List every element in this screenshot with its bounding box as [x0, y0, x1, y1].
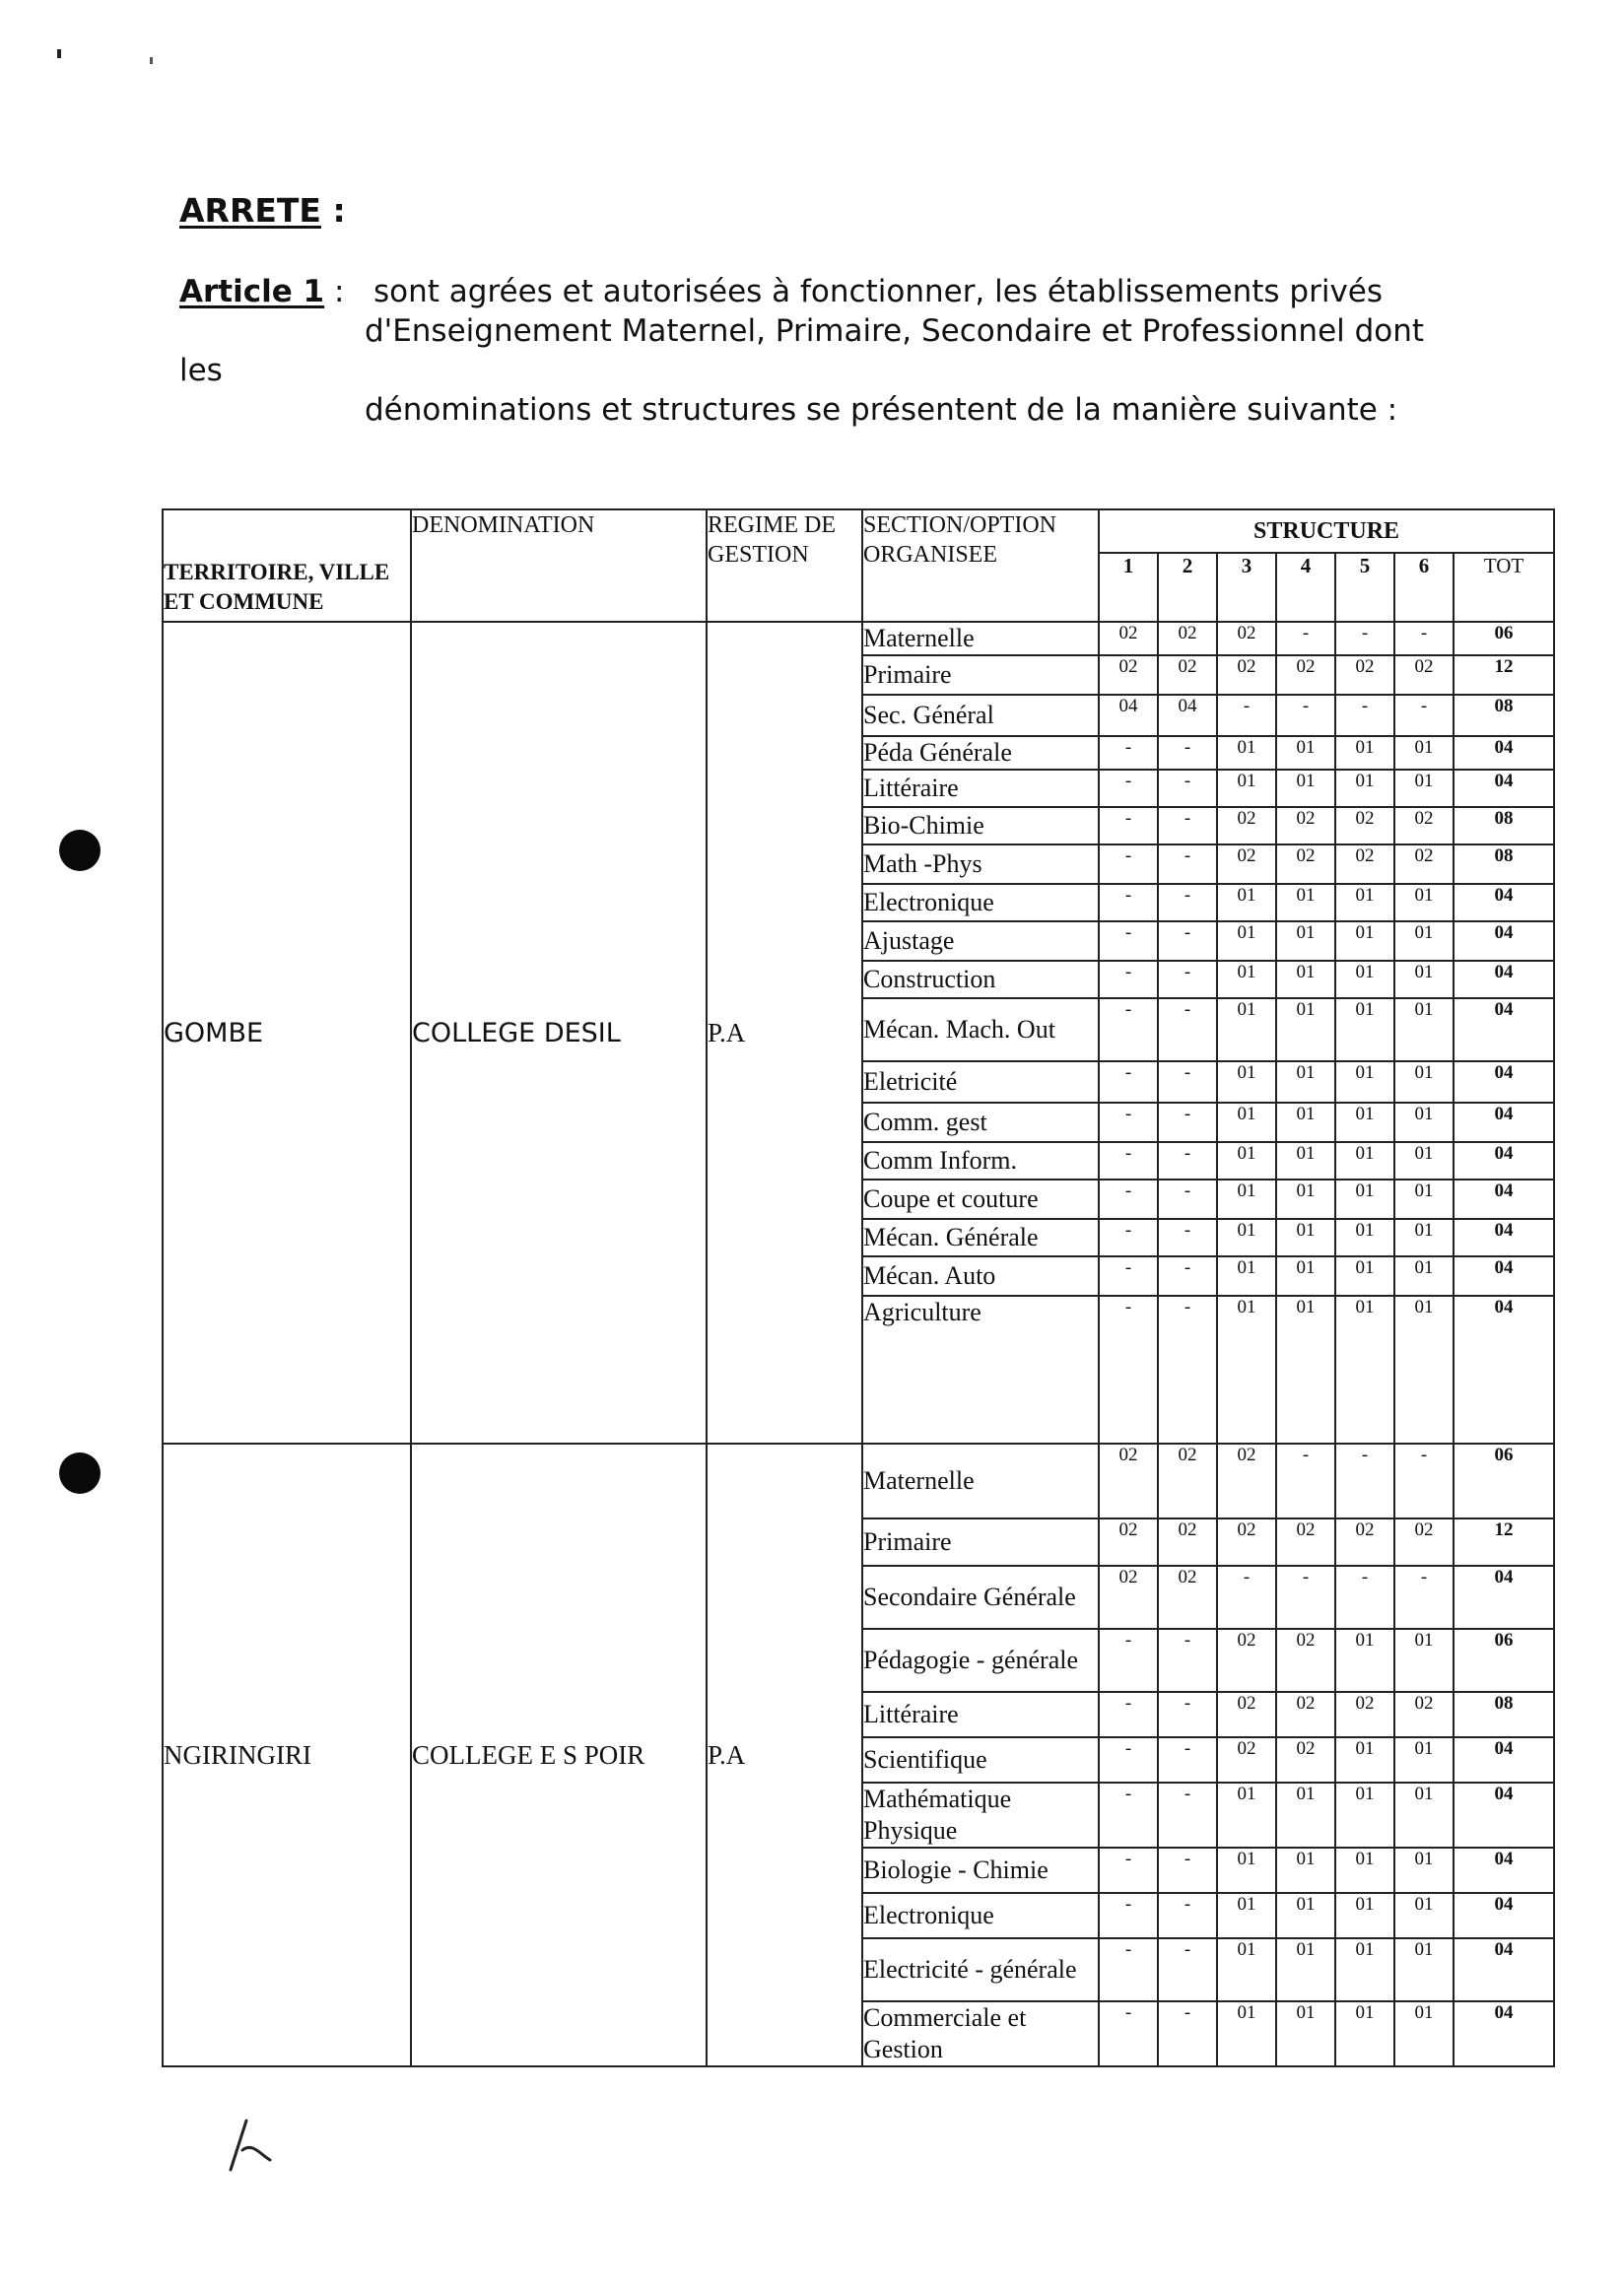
structure-value-cell: 02	[1158, 622, 1217, 655]
structure-value-cell: 02	[1276, 807, 1335, 844]
section-cell: Electronique	[862, 884, 1099, 921]
structure-value-cell: 01	[1394, 1893, 1454, 1938]
structure-value-cell: 02	[1217, 1518, 1276, 1566]
structure-value-cell: 01	[1394, 1142, 1454, 1180]
structure-value-cell: 01	[1394, 1737, 1454, 1783]
structure-value-cell: 01	[1335, 1783, 1394, 1848]
total-cell: 04	[1454, 1219, 1554, 1256]
structure-value-cell: 02	[1099, 1444, 1158, 1518]
structure-value-cell: 01	[1276, 770, 1335, 807]
structure-value-cell: -	[1099, 1893, 1158, 1938]
header-structure: STRUCTURE	[1099, 509, 1554, 553]
punch-hole	[59, 830, 101, 871]
header-section: SECTION/OPTION ORGANISEE	[862, 509, 1099, 622]
structure-value-cell: 01	[1217, 1219, 1276, 1256]
structure-value-cell: 01	[1276, 1848, 1335, 1893]
section-cell: Agriculture	[862, 1296, 1099, 1444]
total-cell: 04	[1454, 1737, 1554, 1783]
structure-value-cell: 01	[1394, 1219, 1454, 1256]
structure-value-cell: 02	[1276, 1692, 1335, 1737]
structure-value-cell: -	[1099, 736, 1158, 770]
structure-value-cell: 01	[1276, 736, 1335, 770]
structure-value-cell: -	[1158, 1893, 1217, 1938]
header-col-6: 6	[1394, 553, 1454, 622]
structure-value-cell: 01	[1276, 1296, 1335, 1444]
structure-value-cell: 01	[1394, 770, 1454, 807]
total-cell: 08	[1454, 844, 1554, 884]
structure-value-cell: 01	[1217, 884, 1276, 921]
structure-value-cell: 02	[1099, 622, 1158, 655]
structure-value-cell: 02	[1335, 1692, 1394, 1737]
structure-value-cell: 01	[1394, 1103, 1454, 1142]
structure-value-cell: -	[1099, 1219, 1158, 1256]
section-cell: Comm Inform.	[862, 1142, 1099, 1180]
structure-value-cell: 04	[1099, 695, 1158, 736]
structure-value-cell: 01	[1394, 1938, 1454, 2001]
total-cell: 06	[1454, 1629, 1554, 1692]
structure-value-cell: 01	[1217, 1893, 1276, 1938]
structure-value-cell: -	[1099, 1296, 1158, 1444]
total-cell: 04	[1454, 1061, 1554, 1103]
total-cell: 04	[1454, 1848, 1554, 1893]
structure-value-cell: -	[1158, 1103, 1217, 1142]
structure-value-cell: -	[1335, 695, 1394, 736]
structure-value-cell: 02	[1394, 844, 1454, 884]
structure-value-cell: 02	[1335, 807, 1394, 844]
section-cell: Pédagogie - générale	[862, 1629, 1099, 1692]
denomination-cell: COLLEGE E S POIR	[411, 1444, 707, 2066]
structure-value-cell: 01	[1335, 1219, 1394, 1256]
structure-value-cell: -	[1335, 1566, 1394, 1629]
structure-value-cell: 01	[1335, 921, 1394, 961]
structure-value-cell: -	[1158, 998, 1217, 1061]
total-cell: 04	[1454, 1142, 1554, 1180]
structure-value-cell: -	[1099, 1256, 1158, 1296]
arrete-heading-text: ARRETE	[179, 191, 321, 230]
structure-value-cell: 01	[1276, 1061, 1335, 1103]
structure-value-cell: 02	[1217, 655, 1276, 695]
structure-value-cell: 01	[1335, 736, 1394, 770]
section-cell: Electronique	[862, 1893, 1099, 1938]
structure-value-cell: 01	[1335, 1061, 1394, 1103]
header-col-1: 1	[1099, 553, 1158, 622]
structure-value-cell: -	[1158, 961, 1217, 998]
table-row	[163, 1444, 1554, 1518]
structure-value-cell: 01	[1335, 961, 1394, 998]
signature-mark	[223, 2115, 282, 2174]
section-cell: Maternelle	[862, 622, 1099, 655]
structure-value-cell: 02	[1335, 655, 1394, 695]
structure-value-cell: 01	[1217, 921, 1276, 961]
structure-table	[162, 508, 1555, 2067]
structure-value-cell: 02	[1394, 1692, 1454, 1737]
structure-value-cell: 01	[1394, 1061, 1454, 1103]
territoire-cell: NGIRINGIRI	[163, 1444, 411, 2066]
article-line-4: dénominations et structures se présentent de la manière suivante :	[365, 392, 1398, 428]
section-cell: Ajustage	[862, 921, 1099, 961]
section-cell: Péda Générale	[862, 736, 1099, 770]
section-cell: Sec. Général	[862, 695, 1099, 736]
structure-value-cell: 01	[1217, 1180, 1276, 1219]
structure-value-cell: -	[1158, 1061, 1217, 1103]
structure-value-cell: 01	[1217, 1938, 1276, 2001]
structure-value-cell: -	[1276, 695, 1335, 736]
structure-value-cell: 02	[1099, 1566, 1158, 1629]
section-cell: Mécan. Auto	[862, 1256, 1099, 1296]
structure-value-cell: 01	[1394, 998, 1454, 1061]
punch-hole	[59, 1452, 101, 1494]
structure-value-cell: 02	[1099, 1518, 1158, 1566]
header-regime: REGIME DE GESTION	[707, 509, 862, 622]
denomination-cell: COLLEGE DESIL	[411, 622, 707, 1444]
structure-value-cell: -	[1158, 770, 1217, 807]
territoire-cell: GOMBE	[163, 622, 411, 1444]
total-cell: 04	[1454, 1103, 1554, 1142]
structure-value-cell: 01	[1335, 884, 1394, 921]
structure-value-cell: -	[1099, 2001, 1158, 2066]
structure-value-cell: 01	[1276, 998, 1335, 1061]
structure-value-cell: -	[1158, 1219, 1217, 1256]
structure-value-cell: -	[1158, 1180, 1217, 1219]
structure-value-cell: 01	[1394, 961, 1454, 998]
structure-value-cell: 01	[1335, 1848, 1394, 1893]
total-cell: 08	[1454, 695, 1554, 736]
structure-value-cell: 02	[1394, 1518, 1454, 1566]
structure-value-cell: 01	[1335, 1142, 1394, 1180]
structure-value-cell: 02	[1276, 1629, 1335, 1692]
structure-value-cell: -	[1099, 1103, 1158, 1142]
structure-value-cell: 01	[1335, 1103, 1394, 1142]
structure-value-cell: -	[1099, 1737, 1158, 1783]
structure-value-cell: -	[1158, 1256, 1217, 1296]
structure-value-cell: -	[1158, 1296, 1217, 1444]
article-label: Article 1	[179, 274, 325, 309]
section-cell: Bio-Chimie	[862, 807, 1099, 844]
total-cell: 04	[1454, 961, 1554, 998]
section-cell: Mécan. Mach. Out	[862, 998, 1099, 1061]
structure-value-cell: -	[1099, 998, 1158, 1061]
structure-value-cell: -	[1276, 1444, 1335, 1518]
structure-value-cell: -	[1394, 695, 1454, 736]
header-denomination: DENOMINATION	[411, 509, 707, 622]
section-cell: Mécan. Générale	[862, 1219, 1099, 1256]
structure-value-cell: 01	[1276, 961, 1335, 998]
structure-value-cell: 01	[1335, 1938, 1394, 2001]
structure-value-cell: 01	[1394, 1629, 1454, 1692]
total-cell: 06	[1454, 622, 1554, 655]
structure-value-cell: 01	[1217, 1256, 1276, 1296]
structure-value-cell: -	[1158, 1938, 1217, 2001]
regime-cell: P.A	[707, 622, 862, 1444]
total-cell: 08	[1454, 1692, 1554, 1737]
structure-value-cell: 01	[1394, 1256, 1454, 1296]
structure-value-cell: -	[1099, 921, 1158, 961]
structure-value-cell: -	[1099, 1938, 1158, 2001]
section-cell: Construction	[862, 961, 1099, 998]
structure-value-cell: -	[1099, 1061, 1158, 1103]
structure-value-cell: -	[1158, 844, 1217, 884]
structure-value-cell: 01	[1217, 1296, 1276, 1444]
section-cell: Primaire	[862, 655, 1099, 695]
total-cell: 04	[1454, 2001, 1554, 2066]
structure-value-cell: -	[1335, 622, 1394, 655]
total-cell: 04	[1454, 1256, 1554, 1296]
arrete-heading-colon: :	[320, 191, 346, 230]
structure-value-cell: 01	[1217, 1848, 1276, 1893]
structure-value-cell: 02	[1394, 655, 1454, 695]
header-col-4: 4	[1276, 553, 1335, 622]
structure-value-cell: 01	[1335, 1629, 1394, 1692]
structure-value-cell: 01	[1217, 1103, 1276, 1142]
structure-value-cell: -	[1158, 884, 1217, 921]
structure-value-cell: 02	[1099, 655, 1158, 695]
structure-value-cell: -	[1158, 1629, 1217, 1692]
structure-value-cell: 01	[1276, 1938, 1335, 2001]
structure-value-cell: 02	[1276, 655, 1335, 695]
structure-value-cell: 01	[1394, 1296, 1454, 1444]
structure-value-cell: 01	[1276, 921, 1335, 961]
section-cell: Maternelle	[862, 1444, 1099, 1518]
structure-value-cell: -	[1099, 961, 1158, 998]
structure-value-cell: 01	[1394, 1848, 1454, 1893]
scan-mark	[57, 49, 61, 58]
structure-value-cell: -	[1099, 1142, 1158, 1180]
section-cell: Littéraire	[862, 1692, 1099, 1737]
regime-cell: P.A	[707, 1444, 862, 2066]
structure-value-cell: 02	[1217, 622, 1276, 655]
arrete-heading	[179, 191, 346, 230]
structure-value-cell: 01	[1335, 1737, 1394, 1783]
structure-value-cell: 02	[1276, 844, 1335, 884]
structure-value-cell: 01	[1217, 736, 1276, 770]
structure-value-cell: 01	[1217, 1061, 1276, 1103]
total-cell: 04	[1454, 998, 1554, 1061]
section-cell: Scientifique	[862, 1737, 1099, 1783]
structure-value-cell: 01	[1394, 736, 1454, 770]
structure-value-cell: 01	[1335, 2001, 1394, 2066]
total-cell: 04	[1454, 1296, 1554, 1444]
structure-value-cell: 01	[1276, 1103, 1335, 1142]
total-cell: 04	[1454, 1180, 1554, 1219]
structure-value-cell: -	[1099, 1692, 1158, 1737]
structure-value-cell: -	[1394, 622, 1454, 655]
structure-value-cell: 01	[1335, 1180, 1394, 1219]
structure-value-cell: -	[1276, 1566, 1335, 1629]
structure-value-cell: 01	[1335, 770, 1394, 807]
article-line-1	[179, 272, 1383, 311]
structure-value-cell: 01	[1335, 1893, 1394, 1938]
structure-value-cell: 02	[1335, 1518, 1394, 1566]
total-cell: 08	[1454, 807, 1554, 844]
header-territoire: TERRITOIRE, VILLE ET COMMUNE	[163, 509, 411, 622]
structure-value-cell: -	[1099, 1783, 1158, 1848]
section-cell: Eletricité	[862, 1061, 1099, 1103]
article-line-2: d'Enseignement Maternel, Primaire, Secondaire et Professionnel dont	[365, 313, 1425, 349]
article-line-3: les	[179, 353, 223, 388]
structure-value-cell: 02	[1276, 1737, 1335, 1783]
total-cell: 06	[1454, 1444, 1554, 1518]
total-cell: 04	[1454, 1938, 1554, 2001]
structure-value-cell: 01	[1217, 961, 1276, 998]
structure-value-cell: -	[1099, 770, 1158, 807]
structure-value-cell: 02	[1217, 844, 1276, 884]
table-row	[163, 622, 1554, 655]
section-cell: Comm. gest	[862, 1103, 1099, 1142]
section-cell: Commerciale et Gestion	[862, 2001, 1099, 2066]
structure-value-cell: 01	[1276, 1256, 1335, 1296]
structure-value-cell: 02	[1217, 1692, 1276, 1737]
structure-value-cell: -	[1158, 1737, 1217, 1783]
structure-value-cell: -	[1099, 1629, 1158, 1692]
structure-value-cell: -	[1099, 807, 1158, 844]
header-col-3: 3	[1217, 553, 1276, 622]
total-cell: 04	[1454, 921, 1554, 961]
structure-value-cell: 01	[1276, 884, 1335, 921]
structure-value-cell: 02	[1217, 1444, 1276, 1518]
structure-value-cell: -	[1276, 622, 1335, 655]
structure-value-cell: -	[1394, 1444, 1454, 1518]
structure-value-cell: -	[1394, 1566, 1454, 1629]
section-cell: Electricité - générale	[862, 1938, 1099, 2001]
article-colon: :	[324, 274, 345, 309]
header-col-2: 2	[1158, 553, 1217, 622]
structure-value-cell: 01	[1394, 1180, 1454, 1219]
total-cell: 04	[1454, 1783, 1554, 1848]
article-text-1: sont agrées et autorisées à fonctionner, les établissements privés	[373, 274, 1384, 309]
header-col-5: 5	[1335, 553, 1394, 622]
structure-value-cell: -	[1158, 1848, 1217, 1893]
section-cell: Secondaire Générale	[862, 1566, 1099, 1629]
section-cell: Biologie - Chimie	[862, 1848, 1099, 1893]
structure-value-cell: 02	[1335, 844, 1394, 884]
structure-value-cell: 01	[1335, 1256, 1394, 1296]
total-cell: 04	[1454, 736, 1554, 770]
structure-value-cell: -	[1158, 807, 1217, 844]
structure-value-cell: 02	[1158, 655, 1217, 695]
section-cell: Mathématique Physique	[862, 1783, 1099, 1848]
structure-value-cell: -	[1158, 2001, 1217, 2066]
total-cell: 04	[1454, 770, 1554, 807]
total-cell: 04	[1454, 1566, 1554, 1629]
structure-value-cell: -	[1335, 1444, 1394, 1518]
total-cell: 12	[1454, 1518, 1554, 1566]
structure-value-cell: 01	[1276, 1142, 1335, 1180]
structure-value-cell: 01	[1217, 1142, 1276, 1180]
structure-value-cell: 01	[1217, 1783, 1276, 1848]
total-cell: 04	[1454, 884, 1554, 921]
structure-value-cell: 01	[1276, 1180, 1335, 1219]
section-cell: Littéraire	[862, 770, 1099, 807]
structure-value-cell: 01	[1335, 1296, 1394, 1444]
structure-value-cell: 04	[1158, 695, 1217, 736]
total-cell: 12	[1454, 655, 1554, 695]
structure-value-cell: -	[1158, 736, 1217, 770]
scan-mark	[150, 57, 153, 64]
structure-value-cell: -	[1158, 1692, 1217, 1737]
total-cell: 04	[1454, 1893, 1554, 1938]
structure-value-cell: 01	[1217, 770, 1276, 807]
structure-value-cell: -	[1099, 1848, 1158, 1893]
structure-value-cell: -	[1099, 884, 1158, 921]
structure-value-cell: 01	[1394, 921, 1454, 961]
structure-value-cell: -	[1217, 1566, 1276, 1629]
structure-value-cell: 01	[1394, 1783, 1454, 1848]
header-col-tot: TOT	[1454, 553, 1554, 622]
structure-value-cell: 02	[1158, 1518, 1217, 1566]
structure-value-cell: -	[1217, 695, 1276, 736]
structure-value-cell: -	[1099, 1180, 1158, 1219]
structure-value-cell: -	[1158, 921, 1217, 961]
structure-value-cell: 01	[1276, 1893, 1335, 1938]
structure-value-cell: 01	[1394, 884, 1454, 921]
structure-value-cell: 02	[1158, 1444, 1217, 1518]
structure-value-cell: 02	[1276, 1518, 1335, 1566]
structure-value-cell: 01	[1335, 998, 1394, 1061]
structure-value-cell: 02	[1217, 807, 1276, 844]
structure-value-cell: -	[1158, 1783, 1217, 1848]
structure-value-cell: 01	[1217, 2001, 1276, 2066]
structure-value-cell: 01	[1276, 2001, 1335, 2066]
structure-value-cell: 02	[1217, 1629, 1276, 1692]
structure-value-cell: 02	[1394, 807, 1454, 844]
structure-value-cell: 01	[1217, 998, 1276, 1061]
section-cell: Math -Phys	[862, 844, 1099, 884]
structure-value-cell: 01	[1276, 1783, 1335, 1848]
section-cell: Coupe et couture	[862, 1180, 1099, 1219]
structure-value-cell: -	[1099, 844, 1158, 884]
structure-value-cell: -	[1158, 1142, 1217, 1180]
structure-value-cell: 02	[1217, 1737, 1276, 1783]
structure-value-cell: 02	[1158, 1566, 1217, 1629]
structure-value-cell: 01	[1276, 1219, 1335, 1256]
section-cell: Primaire	[862, 1518, 1099, 1566]
structure-value-cell: 01	[1394, 2001, 1454, 2066]
